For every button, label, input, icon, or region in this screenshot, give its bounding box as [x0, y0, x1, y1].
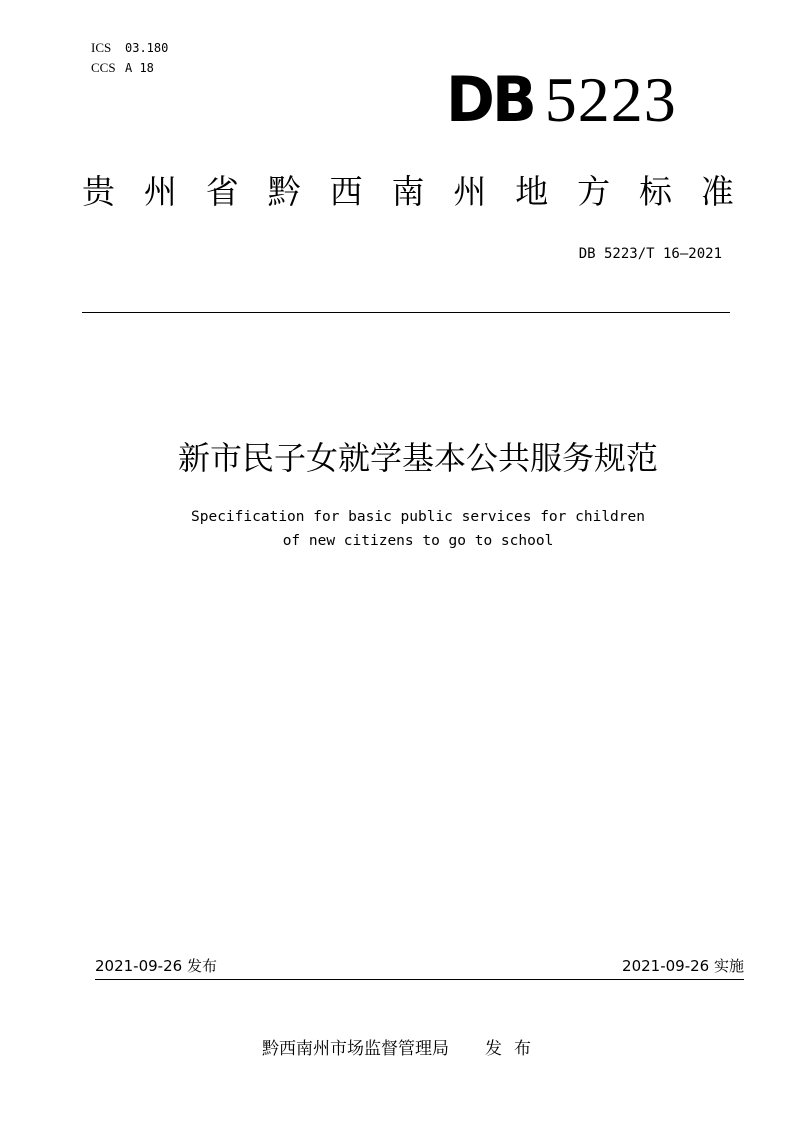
issuer-line: [262, 1034, 543, 1059]
authority-char: 南: [391, 172, 425, 211]
ics-line: [91, 38, 168, 58]
header-divider: [82, 312, 730, 313]
ccs-code: A 18: [125, 61, 154, 75]
release-date: 2021-09-26 发布: [95, 957, 217, 975]
document-title-chinese: 新市民子女就学基本公共服务规范: [177, 439, 658, 477]
issuing-authority-title: [82, 170, 734, 214]
document-title-english: [0, 505, 800, 553]
ccs-line: [91, 58, 168, 78]
db-logo-letters: DB: [446, 63, 535, 136]
authority-char: 方: [577, 172, 611, 211]
classification-block: [91, 38, 168, 78]
db-logo: [446, 63, 677, 136]
authority-char: 州: [143, 172, 177, 211]
english-title-line-1: Specification for basic public services for children: [191, 509, 645, 525]
standard-number: DB 5223/T 16—2021: [578, 246, 722, 262]
authority-char: 西: [329, 172, 363, 211]
issuer-name: 黔西南州市场监督管理局: [262, 1039, 449, 1059]
authority-char: 地: [515, 172, 549, 211]
ics-code: 03.180: [125, 41, 169, 55]
authority-char: 准: [700, 172, 734, 211]
publish-label: 发布: [485, 1039, 543, 1059]
authority-char: 省: [205, 172, 239, 211]
ics-label: ICS: [91, 40, 112, 55]
authority-char: 黔: [267, 172, 301, 211]
authority-char: 贵: [82, 172, 115, 211]
english-title-line-2: of new citizens to go to school: [282, 533, 554, 549]
effective-date: 2021-09-26 实施: [622, 957, 744, 975]
ccs-label: CCS: [91, 60, 116, 75]
authority-char: 标: [639, 172, 673, 211]
footer-divider: [95, 979, 744, 980]
authority-char: 州: [453, 172, 487, 211]
db-logo-number: 5223: [544, 64, 677, 135]
